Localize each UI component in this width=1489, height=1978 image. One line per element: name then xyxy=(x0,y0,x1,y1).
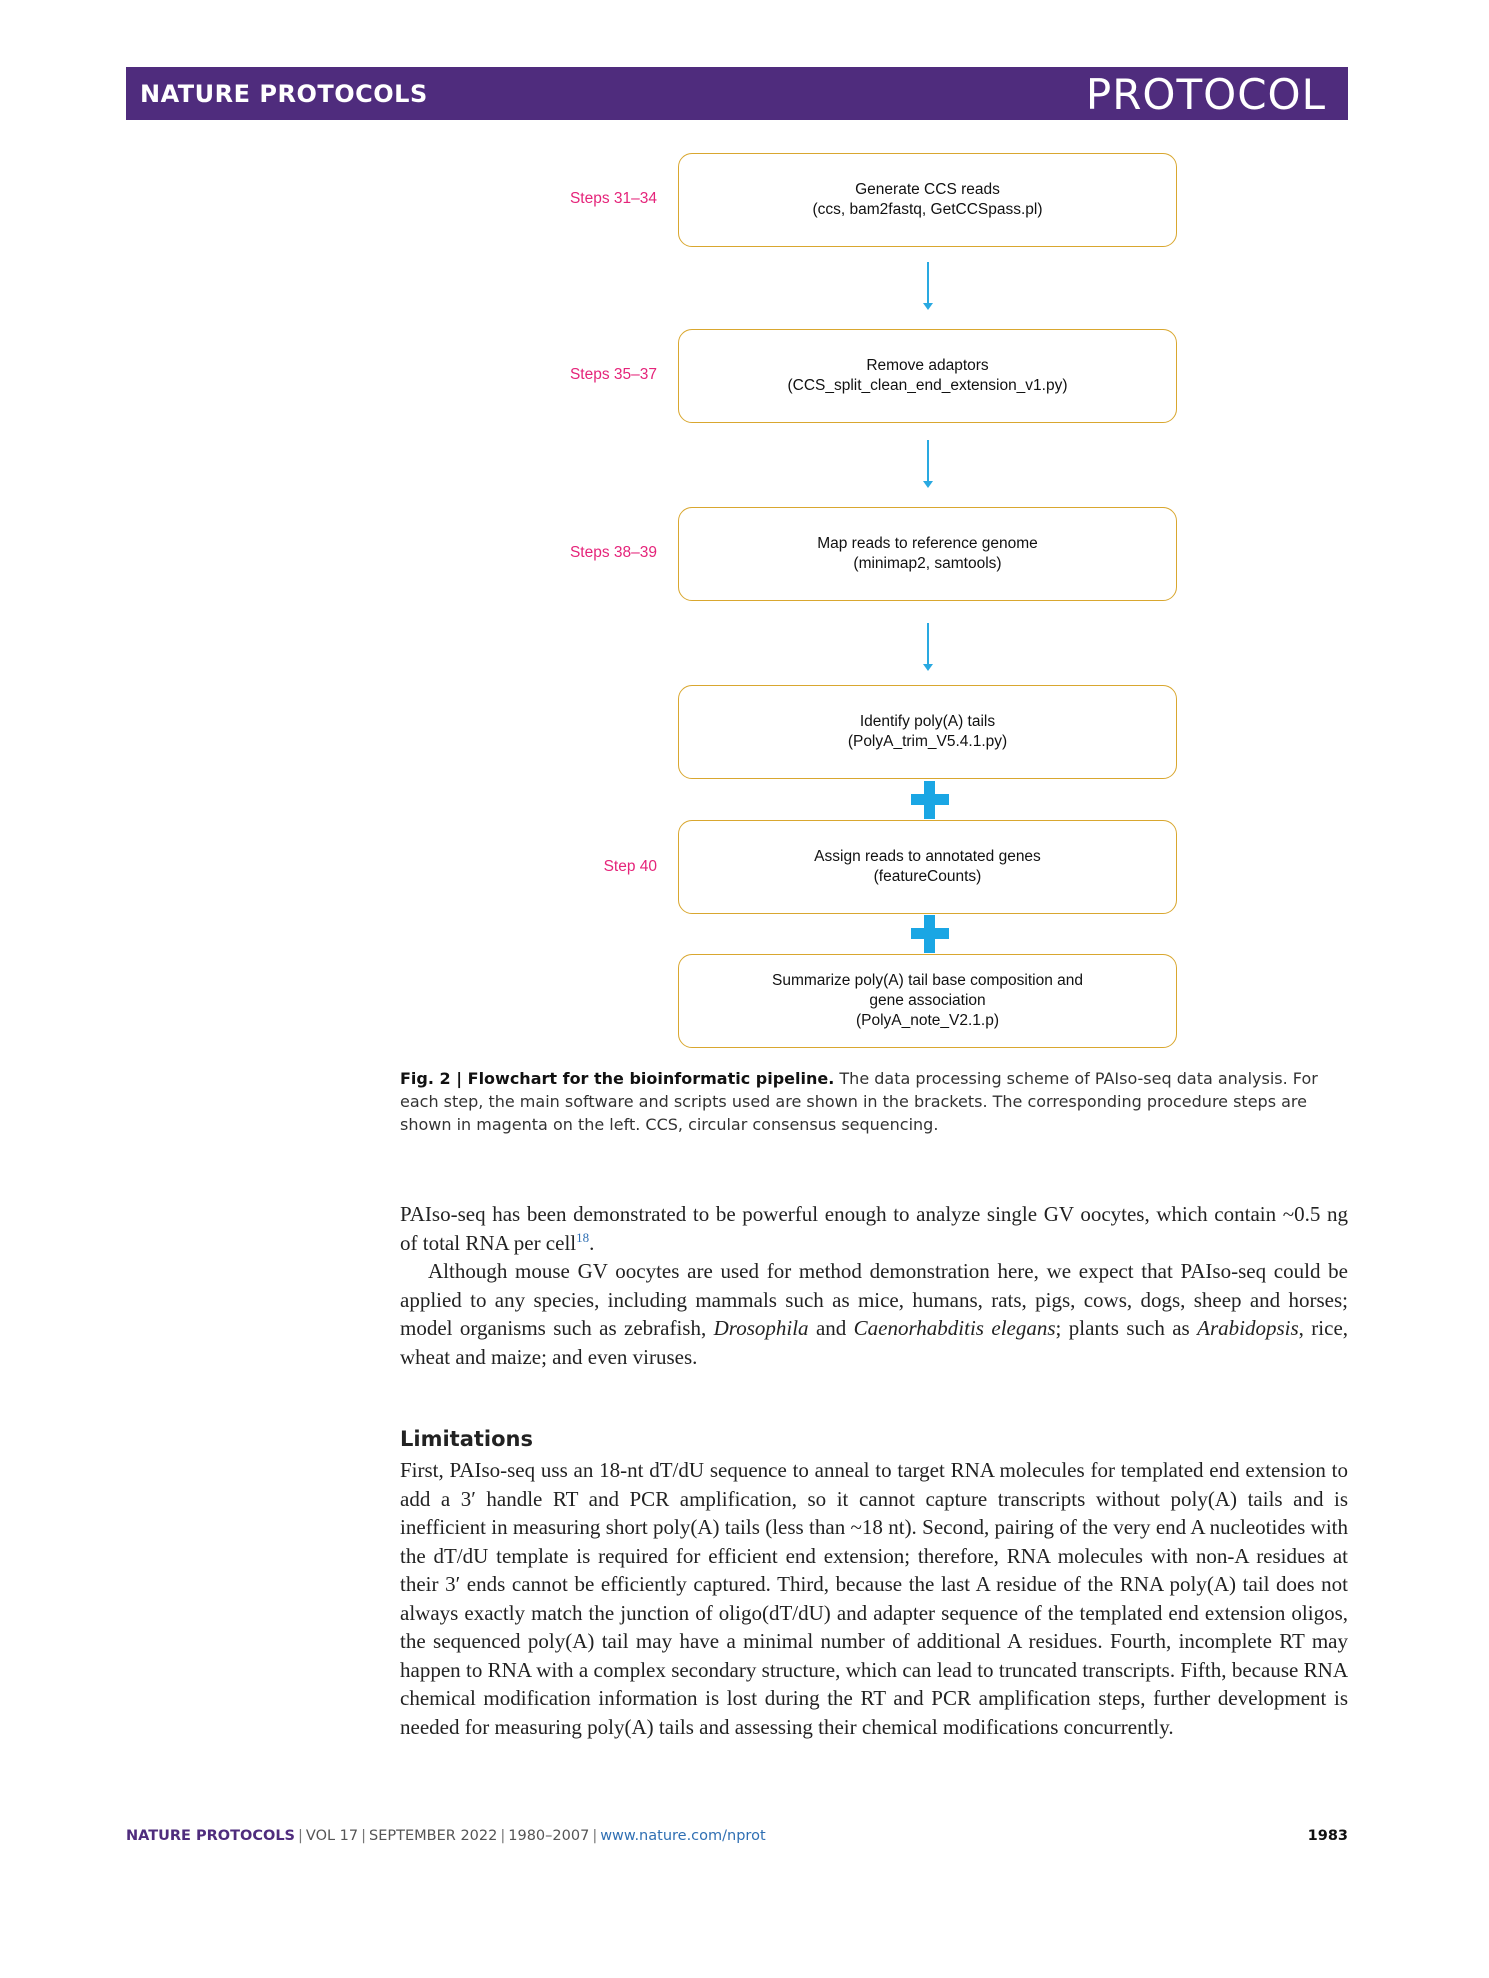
paragraph-text: Although mouse GV oocytes are used for method demonstration here, we expect that PAIso-seq could be applied to any species, including mammals such as mice, humans, rats, pigs, cows, dogs, sheep and horses; model organisms such as zebrafish, xyxy=(400,1259,1348,1340)
down-arrow-icon xyxy=(927,623,929,669)
flow-box-identify-polya xyxy=(678,685,1177,779)
flow-box-assign-reads xyxy=(678,820,1177,914)
paragraph-text: ; plants such as xyxy=(1055,1316,1198,1340)
flow-box-tools: (PolyA_note_V2.1.p) xyxy=(855,1012,1000,1029)
step-label-38-39: Steps 38–39 xyxy=(569,544,657,561)
paragraph-2 xyxy=(400,1257,1348,1371)
caption-label: Fig. 2 | Flowchart for the bioinformatic pipeline. xyxy=(400,1069,835,1088)
figure-caption xyxy=(400,1067,1348,1136)
flow-box-tools: (CCS_split_clean_end_extension_v1.py) xyxy=(787,377,1068,394)
limitations-text: First, PAIso-seq uss an 18-nt dT/dU sequence to anneal to target RNA molecules for templated end extension to add a 3′ handle RT and PCR amplification, so it cannot capture transcripts without poly(A) tails and is inefficient in measuring short poly(A) tails (less than ~18 nt). Second, pairing of the very end A nucleotides with the dT/dU template is required for efficient end extension; therefore, RNA molecules with non-A residues at their 3′ ends cannot be efficiently captured. Third, because the last A residue of the RNA poly(A) tail does not always exactly match the junction of oligo(dT/dU) and adapter sequence of the templated end extension oligos, the sequenced poly(A) tail may have a minimal number of additional A residues. Fourth, incomplete RT may happen to RNA with a complex secondary structure, which can lead to truncated transcripts. Fifth, because RNA chemical modification information is lost during the RT and PCR amplification steps, further development is needed for measuring poly(A) tails and assessing their chemical modifications concurrently. xyxy=(400,1458,1348,1739)
footer-journal: NATURE PROTOCOLS xyxy=(126,1828,296,1844)
species-name: Drosophila xyxy=(713,1316,809,1340)
limitations-paragraph xyxy=(400,1456,1348,1741)
paragraph-text: , rice, wheat and maize; and even viruses. xyxy=(400,1316,1349,1369)
flow-box-generate-ccs xyxy=(678,153,1177,247)
down-arrow-icon xyxy=(927,440,929,486)
page-number: 1983 xyxy=(1307,1828,1348,1844)
flow-box-tools: (featureCounts) xyxy=(873,868,982,885)
step-label-35-37: Steps 35–37 xyxy=(569,366,657,383)
footer-volume: VOL 17 xyxy=(305,1828,359,1844)
journal-header-bar xyxy=(126,67,1348,120)
paragraph-1 xyxy=(400,1200,1348,1257)
down-arrow-icon xyxy=(927,262,929,308)
flow-box-title: Map reads to reference genome xyxy=(817,535,1038,552)
flow-box-tools: (minimap2, samtools) xyxy=(853,555,1002,572)
paragraph-text: . xyxy=(589,1230,595,1255)
paragraph-text: PAIso-seq has been demonstrated to be powerful enough to analyze single GV oocytes, which contain ~0.5 ng of total RNA per cell xyxy=(400,1202,1348,1255)
flow-box-tools: (ccs, bam2fastq, GetCCSpass.pl) xyxy=(812,201,1043,218)
plus-icon xyxy=(911,781,949,819)
footer-date: SEPTEMBER 2022 xyxy=(369,1828,498,1844)
flow-box-title: Assign reads to annotated genes xyxy=(814,848,1041,865)
plus-icon xyxy=(911,915,949,953)
reference-link[interactable]: 18 xyxy=(576,1229,590,1245)
step-label-40: Step 40 xyxy=(603,858,657,875)
page-footer xyxy=(126,1828,1348,1844)
flow-box-title: Remove adaptors xyxy=(866,357,989,374)
footer-separator: | xyxy=(361,1828,367,1844)
flow-box-summarize xyxy=(678,954,1177,1048)
section-heading-limitations: Limitations xyxy=(400,1427,533,1451)
caption-text: The data processing scheme of PAIso-seq data analysis. For each step, the main software and scripts used are shown in the brackets. The corresponding procedure steps are shown in magenta on the left. CCS, circular consensus sequencing. xyxy=(400,1069,1318,1134)
flow-box-subtitle: gene association xyxy=(869,992,986,1009)
paragraph-text: and xyxy=(808,1316,854,1340)
journal-name: NATURE PROTOCOLS xyxy=(140,80,428,108)
article-type: PROTOCOL xyxy=(1085,70,1326,119)
species-name: Caenorhabditis elegans xyxy=(853,1316,1056,1340)
footer-separator: | xyxy=(592,1828,598,1844)
footer-separator: | xyxy=(298,1828,303,1844)
flow-box-title: Identify poly(A) tails xyxy=(859,713,996,730)
footer-pages: 1980–2007 xyxy=(508,1828,590,1844)
flow-box-title: Generate CCS reads xyxy=(855,181,1000,198)
flow-box-map-reads xyxy=(678,507,1177,601)
footer-separator: | xyxy=(500,1828,506,1844)
flow-box-title: Summarize poly(A) tail base composition and xyxy=(772,972,1083,989)
step-label-31-34: Steps 31–34 xyxy=(569,190,657,207)
flow-box-tools: (PolyA_trim_V5.4.1.py) xyxy=(847,733,1008,750)
flow-box-remove-adaptors xyxy=(678,329,1177,423)
footer-url-link[interactable]: www.nature.com/nprot xyxy=(600,1828,766,1844)
species-name: Arabidopsis xyxy=(1197,1316,1299,1340)
body-paragraphs xyxy=(400,1200,1348,1371)
